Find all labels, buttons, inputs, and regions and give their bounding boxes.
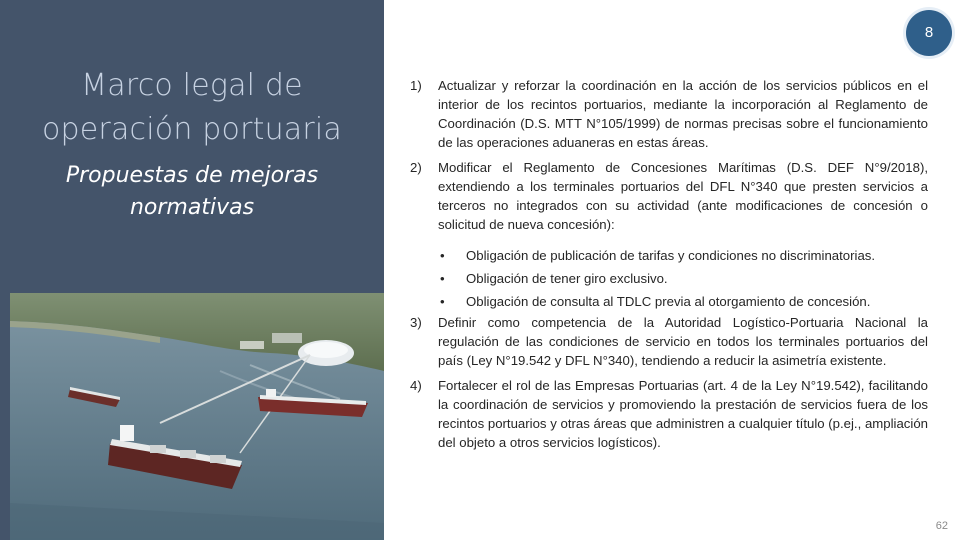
bullet-text: Obligación de tener giro exclusivo. <box>466 271 668 286</box>
bullet-item <box>410 290 928 313</box>
list-item <box>410 76 928 152</box>
bullet-item <box>410 244 928 267</box>
item-text: Modificar el Reglamento de Concesiones Marítimas (D.S. DEF N°9/2018), extendiendo a los terminales portuarios del DFL N°340 que presten servicios a terceros no integrados con su actividad (ante modificaciones de concesión o solicitud de nueva concesión): <box>438 160 928 232</box>
slide-subtitle <box>0 160 384 224</box>
item-text: Actualizar y reforzar la coordinación en la acción de los servicios públicos en el interior de los recintos portuarios, mediante la incorporación al Reglamento de Coordinación (D.S. MTT N°105/1999) de normas precisas sobre el funcionamiento de las operaciones aduaneras en estas áreas. <box>438 78 928 150</box>
bullet-text: Obligación de consulta al TDLC previa al otorgamiento de concesión. <box>466 294 871 309</box>
title-line-2: operación portuaria <box>41 112 343 147</box>
subtitle-line-2: normativas <box>129 195 255 220</box>
list-item <box>410 376 928 452</box>
item-number: 4) <box>410 378 422 393</box>
content-list <box>410 76 928 452</box>
item-number: 1) <box>410 78 422 93</box>
slide-title <box>0 64 384 152</box>
left-panel <box>0 0 384 540</box>
list-item <box>410 313 928 370</box>
item-number: 3) <box>410 315 422 330</box>
sub-bullet-list <box>410 244 928 313</box>
subtitle-line-1: Propuestas de mejoras <box>65 163 319 188</box>
bullet-text: Obligación de publicación de tarifas y condiciones no discriminatorias. <box>466 248 876 263</box>
title-line-1: Marco legal de <box>81 68 303 103</box>
list-item <box>410 158 928 234</box>
bullet-item <box>410 267 928 290</box>
port-photo <box>10 293 384 540</box>
bullet-icon: • <box>440 271 445 286</box>
page-number: 62 <box>935 520 948 532</box>
bullet-icon: • <box>440 248 445 263</box>
item-text: Definir como competencia de la Autoridad Logístico-Portuaria Nacional la regulación de las condiciones de servicio en todos los terminales portuarios del país (Ley N°19.542 y DFL N°340), tendiendo a reducir la asimetría existente. <box>438 315 928 368</box>
slide-number-badge: 8 <box>906 10 952 56</box>
item-text: Fortalecer el rol de las Empresas Portuarias (art. 4 de la Ley N°19.542), facilitando la coordinación de servicios y promoviendo la prestación de servicios fuera de los recintos portuarios y otras áreas que administren a cualquier título (p.ej., ampliación del objeto a otros servicios logísticos). <box>438 378 928 450</box>
item-number: 2) <box>410 160 422 175</box>
bullet-icon: • <box>440 294 445 309</box>
